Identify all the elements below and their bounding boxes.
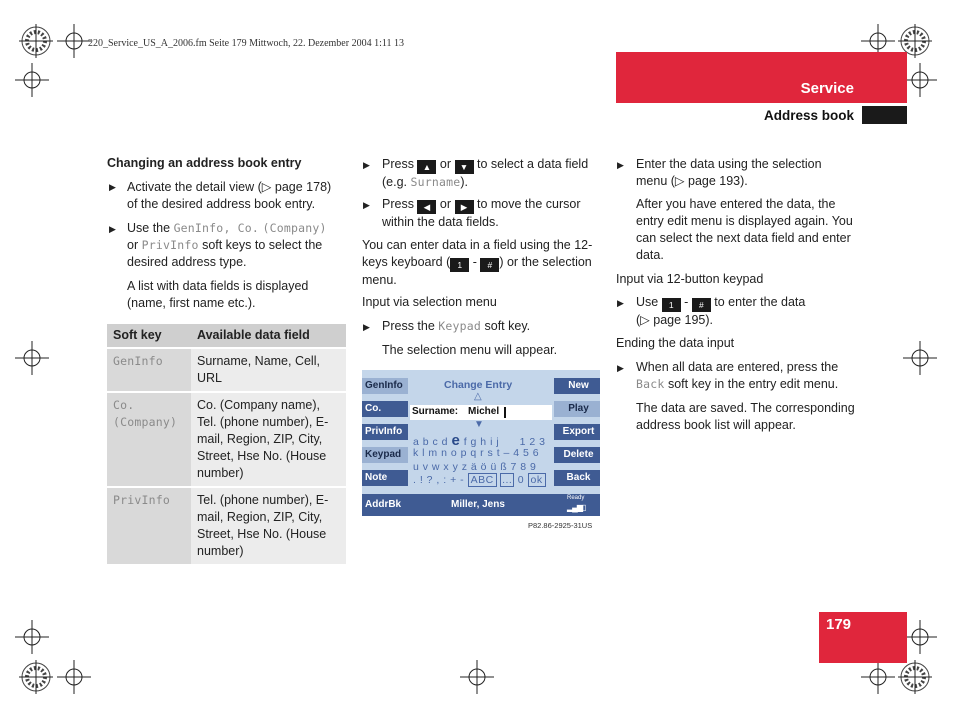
text-cursor	[504, 407, 506, 418]
status-center: Miller, Jens	[451, 499, 505, 510]
screen-status-bar	[362, 494, 600, 516]
softkey-table	[107, 324, 346, 566]
crosshair-mark-icon	[903, 341, 937, 375]
one-key-icon: 1	[450, 258, 469, 272]
table-cell: GenInfo	[107, 348, 191, 392]
softkey-play[interactable]: Play	[554, 401, 600, 417]
status-left: AddrBk	[365, 499, 402, 510]
surname-field[interactable]: Surname: Michel	[410, 405, 552, 420]
char-row[interactable]: . ! ? , : + - ABC ... 0 ok	[413, 474, 546, 486]
char-row[interactable]: a b c d e f g h i j 1 2 3	[413, 432, 546, 449]
softkey-new[interactable]: New	[554, 378, 600, 394]
signal-strength-icon: ▂▄▆▯	[567, 503, 586, 512]
note-paragraph: The data are saved. The corresponding address book list will appear.	[636, 401, 855, 432]
screen-title: Change Entry	[444, 379, 513, 391]
hash-key-icon: #	[692, 298, 711, 312]
table-row	[107, 392, 346, 487]
one-key-icon: 1	[662, 298, 681, 312]
instruction-step: Activate the detail view (▷ page 178) of the desired address book entry.	[127, 180, 332, 211]
paragraph: You can enter data in a field using the 12- keys keyboard ( 1 - # ) or the selection menu.	[362, 238, 593, 287]
softkey-privinfo[interactable]: PrivInfo	[362, 424, 408, 440]
more-chars[interactable]: ...	[502, 474, 513, 486]
registration-mark-icon	[19, 660, 53, 694]
softkey-company[interactable]: Co.	[362, 401, 408, 417]
table-row	[107, 487, 346, 565]
section-heading: Changing an address book entry	[107, 156, 302, 170]
figure-code: P82.86-2925-31US	[528, 521, 593, 530]
scroll-up-icon: △	[474, 391, 482, 402]
section-tab	[616, 52, 907, 103]
registration-mark-icon	[19, 24, 53, 58]
char-row[interactable]: u v w x y z ä ö ü ß 7 8 9	[413, 461, 537, 473]
right-key-icon: ▶	[455, 200, 474, 214]
crosshair-mark-icon	[861, 660, 895, 694]
table-header-row	[107, 324, 346, 348]
crosshair-mark-icon	[15, 63, 49, 97]
softkey-delete[interactable]: Delete	[554, 447, 600, 463]
instruction-step: Press the Keypad soft key.	[382, 319, 531, 333]
char-row[interactable]: k l m n o p q r s t – 4 5 6	[413, 447, 540, 459]
bullet-arrow-icon: ▶	[363, 200, 370, 210]
note-paragraph: A list with data fields is displayed (name, first name etc.).	[127, 279, 309, 310]
registration-mark-icon	[898, 660, 932, 694]
crosshair-mark-icon	[15, 620, 49, 654]
instruction-step: Press ▲ or ▼ to select a data field (e.g. Surname).	[382, 157, 589, 189]
crosshair-mark-icon	[460, 660, 494, 694]
section-title: Service	[800, 80, 854, 97]
file-info-line: 220_Service_US_A_2006.fm Seite 179 Mittwoch, 22. Dezember 2004 1:11 13	[88, 38, 404, 49]
bullet-arrow-icon: ▶	[617, 160, 624, 170]
softkey-export[interactable]: Export	[554, 424, 600, 440]
up-key-icon: ▲	[417, 160, 436, 174]
instruction-step: When all data are entered, press the Back soft key in the entry edit menu.	[636, 360, 839, 391]
note-paragraph: The selection menu will appear.	[382, 343, 558, 357]
softkey-geninfo[interactable]: GenInfo	[362, 378, 408, 394]
instruction-step: Use 1 - # to enter the data (▷ page 195).	[636, 295, 806, 327]
crosshair-mark-icon	[57, 660, 91, 694]
crosshair-mark-icon	[903, 63, 937, 97]
bullet-arrow-icon: ▶	[109, 182, 116, 192]
bullet-arrow-icon: ▶	[363, 322, 370, 332]
crosshair-mark-icon	[57, 24, 91, 58]
bullet-arrow-icon: ▶	[617, 298, 624, 308]
subheading: Input via 12-button keypad	[616, 272, 764, 286]
bullet-arrow-icon: ▶	[363, 160, 370, 170]
device-screen	[362, 370, 600, 516]
hash-key-icon: #	[480, 258, 499, 272]
crosshair-mark-icon	[903, 620, 937, 654]
subsection-marker	[862, 106, 907, 124]
table-cell: Co. (Company)	[107, 392, 191, 487]
page-number: 179	[826, 616, 852, 633]
bullet-arrow-icon: ▶	[617, 363, 624, 373]
bullet-arrow-icon: ▶	[109, 224, 116, 234]
softkey-note[interactable]: Note	[362, 470, 408, 486]
instruction-step: Use the GenInfo, Co. (Company) or PrivInfo soft keys to select the desired address type.	[127, 221, 327, 269]
table-header: Soft key	[107, 324, 191, 348]
crosshair-mark-icon	[15, 341, 49, 375]
table-cell: PrivInfo	[107, 487, 191, 565]
down-key-icon: ▼	[455, 160, 474, 174]
paragraph: After you have entered the data, the entry edit menu is displayed again. You can select the next data field and enter data.	[636, 197, 853, 262]
instruction-step: Press ◀ or ▶ to move the cursor within the data fields.	[382, 197, 581, 229]
subheading: Input via selection menu	[362, 295, 497, 309]
status-ready: Ready	[567, 495, 585, 501]
softkey-keypad[interactable]: Keypad	[362, 447, 408, 463]
table-row	[107, 348, 346, 392]
instruction-step: Enter the data using the selection menu (▷ page 193).	[636, 157, 822, 188]
ok-button[interactable]: ok	[528, 473, 546, 487]
softkey-back[interactable]: Back	[554, 470, 600, 486]
table-cell: Surname, Name, Cell, URL	[191, 348, 346, 392]
table-header: Available data field	[191, 324, 346, 348]
subsection-title: Address book	[763, 108, 854, 123]
scroll-down-icon: ▼	[474, 419, 484, 430]
subheading: Ending the data input	[616, 336, 735, 350]
table-cell: Tel. (phone number), E-mail, Region, ZIP, City, Street, Hse No. (House number)	[191, 487, 346, 565]
abc-toggle[interactable]: ABC	[468, 473, 497, 487]
table-cell: Co. (Company name), Tel. (phone number), E-mail, Region, ZIP, City, Street, Hse No. (House number)	[191, 392, 346, 487]
left-key-icon: ◀	[417, 200, 436, 214]
